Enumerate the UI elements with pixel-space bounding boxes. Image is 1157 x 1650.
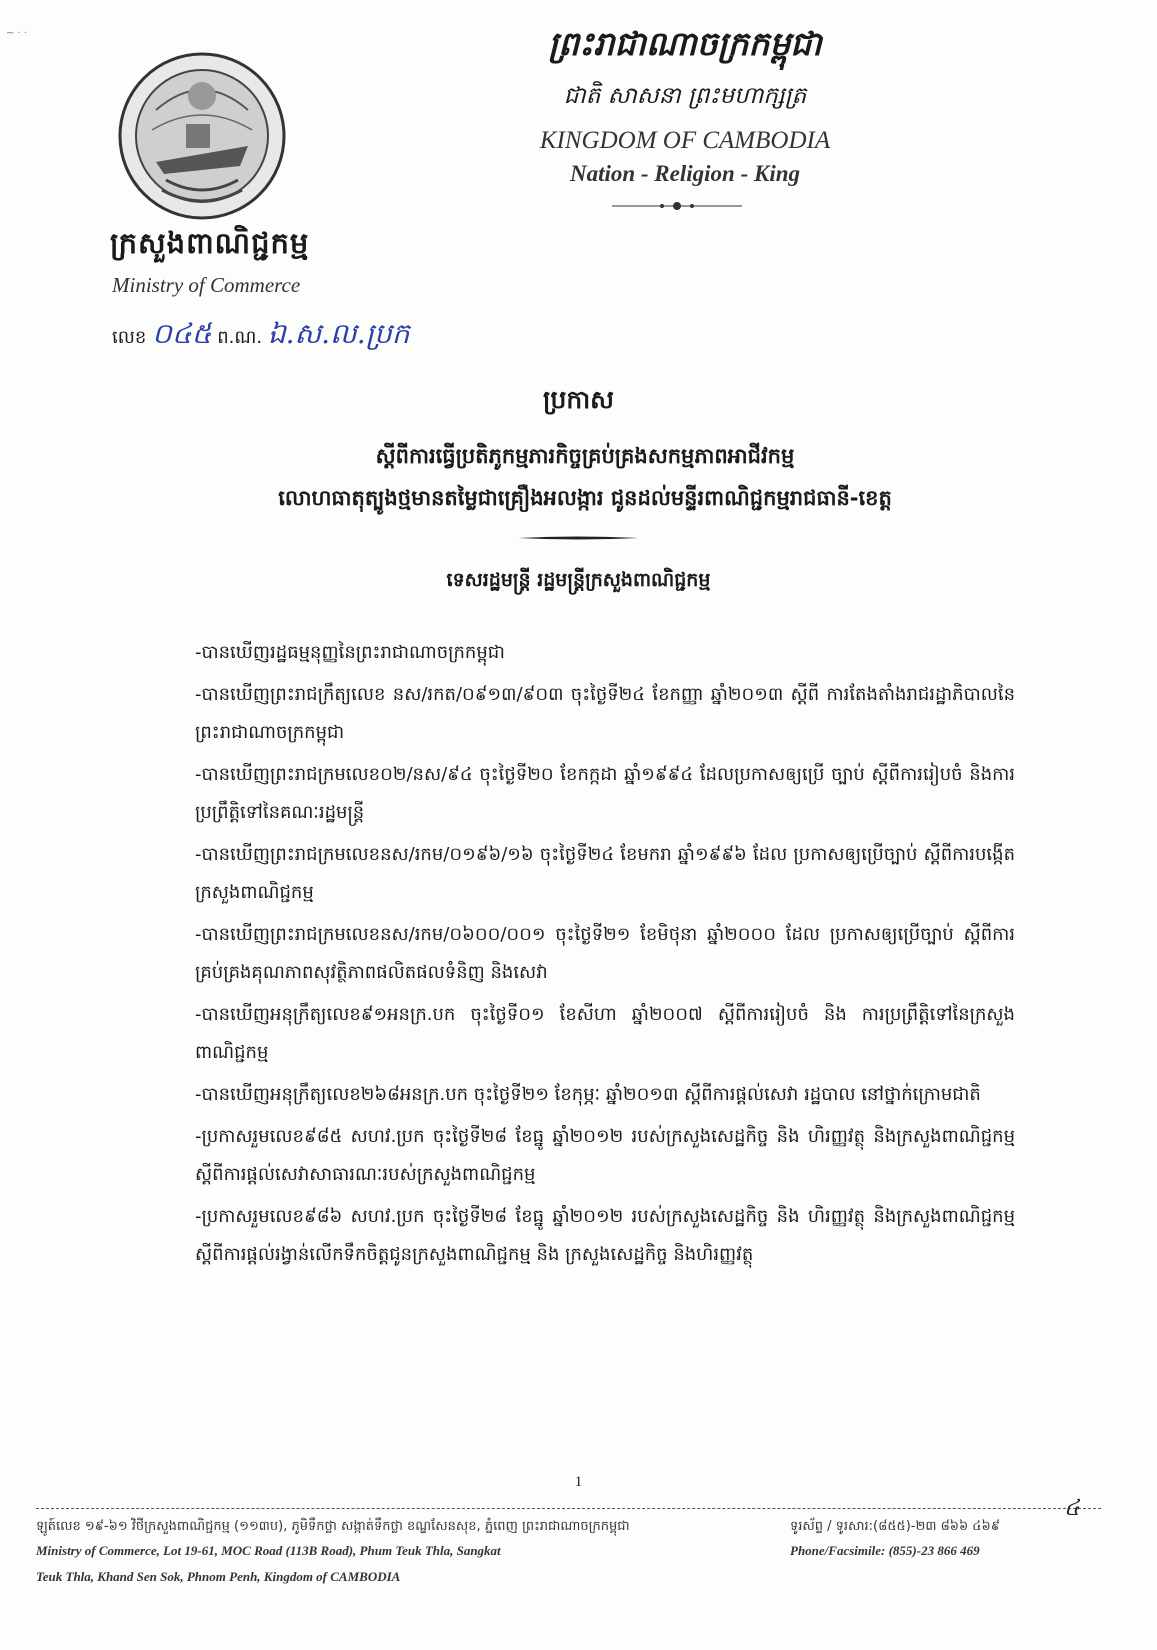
handwritten-initial: ៤: [1064, 1496, 1080, 1521]
reference-code-value: ឯ.ស.ល.ប្រក: [267, 317, 410, 350]
reference-item: -បានឃើញរដ្ឋធម្មនុញ្ញនៃព្រះរាជាណាចក្រកម្ពុជា: [195, 642, 505, 663]
reference-item: -ប្រកាសរួមលេខ៩៨៥ សហវ.ប្រក ចុះថ្ងៃទី២៨ ខែធ្នូ ឆ្នាំ២០១២ របស់ក្រសួងសេដ្ឋកិច្ច និង ហិរញ្ញវត្ថុ និងក្រសួងពាណិជ្ជកម្ម ស្តីពីការផ្តល់សេវាសាធារណៈរបស់ក្រសួងពាណិជ្ជកម្ម: [195, 1126, 1015, 1185]
footer-contact: [790, 1516, 1090, 1564]
header-ornament-icon: [612, 200, 742, 212]
reference-code-label: ព.ណ.: [217, 327, 263, 348]
reference-number-label: លេខ: [112, 327, 147, 348]
title-divider: [518, 536, 638, 540]
footer-address-en-line1: Ministry of Commerce, Lot 19-61, MOC Road (113B Road), Phum Teuk Thla, Sangkat: [36, 1543, 501, 1558]
reference-number-value: ០៤៥: [152, 317, 212, 350]
footer-phone-kh: ទូរស័ព្ទ / ទូរសារ:(៨៥៥)-២៣ ៨៦៦ ៤៦៩: [790, 1519, 1000, 1534]
reference-item: -បានឃើញព្រះរាជក្រឹត្យលេខ នស/រកត/០៩១៣/៩០៣ ចុះថ្ងៃទី២៤ ខែកញ្ញា ឆ្នាំ២០១៣ ស្តីពី ការតែងតាំងរាជរដ្ឋាភិបាលនៃព្រះរាជាណាចក្រកម្ពុជា: [195, 684, 1015, 743]
footer-divider: [36, 1508, 1101, 1510]
document-title: ប្រកាស: [543, 385, 614, 414]
legal-references: [195, 634, 1015, 1278]
reference-item: -បានឃើញព្រះរាជក្រមលេខ០២/នស/៩៤ ចុះថ្ងៃទី២០ ខែកក្កដា ឆ្នាំ១៩៩៤ ដែលប្រកាសឲ្យប្រើ ច្បាប់ ស្តីពីការរៀបចំ និងការប្រព្រឹត្តិទៅនៃគណៈរដ្ឋមន្ត្រី: [195, 764, 1015, 823]
reference-item: -បានឃើញអនុក្រឹត្យលេខ៩១អនក្រ.បក ចុះថ្ងៃទី០១ ខែសីហា ឆ្នាំ២០០៧ ស្តីពីការរៀបចំ និង ការប្រព្រឹត្តិទៅនៃក្រសួងពាណិជ្ជកម្ម: [195, 1004, 1015, 1063]
reference-item: -បានឃើញអនុក្រឹត្យលេខ២៦៨អនក្រ.បក ចុះថ្ងៃទី២១ ខែកុម្ភៈ ឆ្នាំ២០១៣ ស្តីពីការផ្តល់សេវា រដ្ឋបាល នៅថ្នាក់ក្រោមជាតិ: [195, 1084, 981, 1105]
document-subject: [170, 435, 1000, 519]
ministry-name-en: Ministry of Commerce: [112, 273, 301, 297]
subject-line: លោហធាតុត្បូងថ្មមានតម្លៃជាគ្រឿងអលង្ការ ជូនដល់មន្ទីរពាណិជ្ជកម្មរាជធានី-ខេត្ត: [278, 486, 892, 510]
ministry-seal-icon: [116, 50, 288, 222]
scan-artifact: ~ · ·: [6, 28, 28, 39]
ministry-name-kh: ក្រសួងពាណិជ្ជកម្ម: [110, 226, 310, 260]
page-number: 1: [574, 1474, 583, 1490]
footer-phone-en: Phone/Facsimile: (855)-23 866 469: [790, 1543, 980, 1558]
minister-line: ទេសរដ្ឋមន្ត្រី រដ្ឋមន្ត្រីក្រសួងពាណិជ្ជកម្ម: [446, 569, 711, 591]
kingdom-header: [480, 24, 890, 187]
reference-item: -បានឃើញព្រះរាជក្រមលេខនស/រកម/០៦០០/០០១ ចុះថ្ងៃទី២១ ខែមិថុនា ឆ្នាំ២០០០ ដែល ប្រកាសឲ្យប្រើច្បាប់ ស្តីពីការគ្រប់គ្រងគុណភាពសុវត្ថិភាពផលិតផលទំនិញ និងសេវា: [195, 924, 1015, 983]
kingdom-name-en: KINGDOM OF CAMBODIA: [539, 127, 831, 154]
motto-kh: ជាតិ សាសនា ព្រះមហាក្សត្រ: [563, 83, 807, 109]
footer-address-kh: ឡូត៍លេខ ១៩-៦១ វិថីក្រសួងពាណិជ្ជកម្ម (១១៣ប), ភូមិទឹកថ្លា សង្កាត់ទឹកថ្លា ខណ្ឌសែនសុខ, ភ្នំពេញ ព្រះរាជាណាចក្រកម្ពុជា: [36, 1519, 630, 1534]
reference-item: -ប្រកាសរួមលេខ៩៨៦ សហវ.ប្រក ចុះថ្ងៃទី២៨ ខែធ្នូ ឆ្នាំ២០១២ របស់ក្រសួងសេដ្ឋកិច្ច និង ហិរញ្ញវត្ថុ និងក្រសួងពាណិជ្ជកម្ម ស្តីពីការផ្តល់រង្វាន់លើកទឹកចិត្តជូនក្រសួងពាណិជ្ជកម្ម និង ក្រសួងសេដ្ឋកិច្ច និងហិរញ្ញវត្ថុ: [195, 1206, 1015, 1265]
motto-en: Nation - Religion - King: [569, 161, 801, 186]
reference-item: -បានឃើញព្រះរាជក្រមលេខនស/រកម/០១៩៦/១៦ ចុះថ្ងៃទី២៤ ខែមករា ឆ្នាំ១៩៩៦ ដែល ប្រកាសឲ្យប្រើច្បាប់ ស្តីពីការបង្កើតក្រសួងពាណិជ្ជកម្ម: [195, 844, 1015, 903]
reference-number: [112, 316, 410, 357]
footer-address-en-line2: Teuk Thla, Khand Sen Sok, Phnom Penh, Kingdom of CAMBODIA: [36, 1569, 401, 1584]
kingdom-name-kh: ព្រះរាជាណាចក្រកម្ពុជា: [548, 24, 822, 63]
footer-address: [36, 1516, 776, 1590]
subject-line: ស្តីពីការធ្វើប្រតិភូកម្មភារកិច្ចគ្រប់គ្រងសកម្មភាពអាជីវកម្ម: [375, 444, 795, 468]
